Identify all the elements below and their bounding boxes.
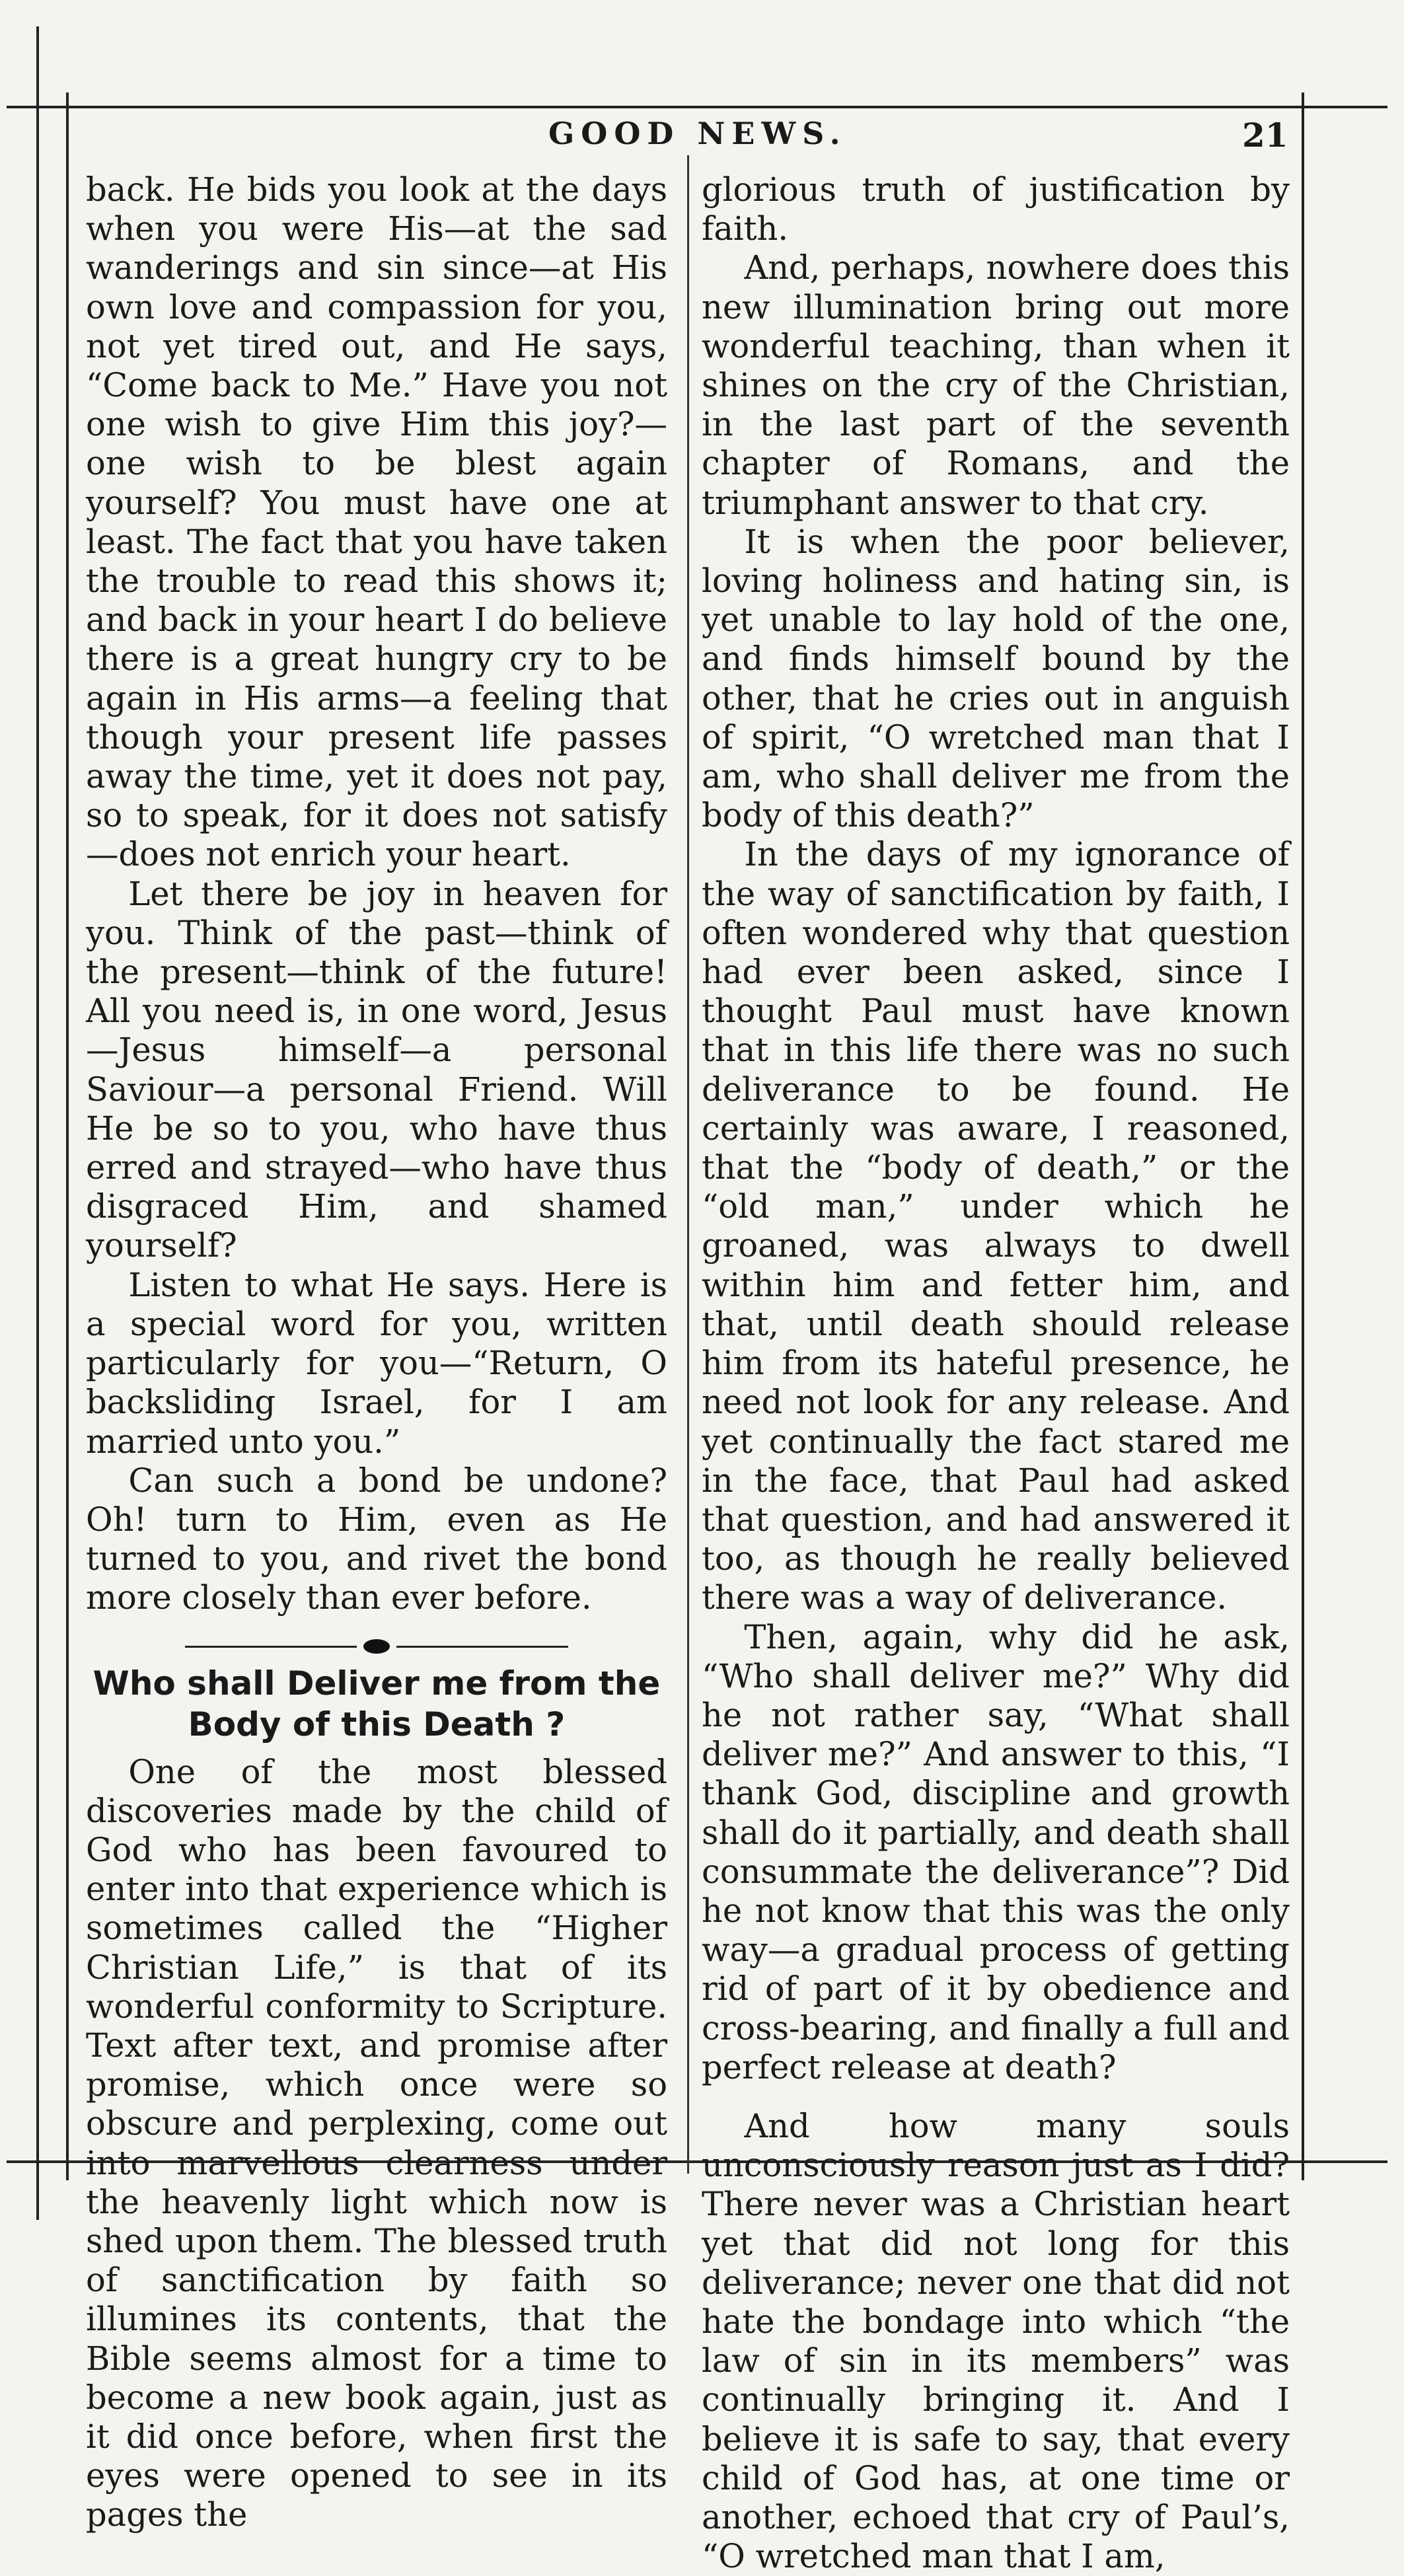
right-paragraph-3: It is when the poor believer, loving holiness and hating sin, is yet unable to lay hold of the one, and finds himself bound by the other, that he cries out in anguish of spirit, “O wretched man that I am, who shall deliver me from the body of this death?”: [702, 522, 1290, 835]
section-title: [86, 1663, 667, 1745]
ornament-center: [363, 1639, 390, 1654]
left-margin-rule: [36, 26, 39, 2220]
right-margin-rule: [1302, 92, 1304, 2180]
right-paragraph-5: Then, again, why did he ask, “Who shall deliver me?” Why did he not rather say, “What shall deliver me?” And answer to this, “I thank God, discipline and growth shall do it partially, and death shall consummate the deliverance”? Did he not know that this was the only way—a gradual process of getting rid of part of it by obedience and cross-bearing, and finally a full and perfect release at death?: [702, 1617, 1290, 2086]
right-paragraph-4: In the days of my ignorance of the way of sanctification by faith, I often wondered why that question had ever been asked, since I thought Paul must have known that in this life there was no such deliverance to be found. He certainly was aware, I reasoned, that the “body of death,” or the “old man,” under which he groaned, was always to dwell within him and fetter him, and that, until death should release him from its hateful presence, he need not look for any release. And yet continually the fact stared me in the face, that Paul had asked that question, and had answered it too, as though he really believed there was a way of deliverance.: [702, 835, 1290, 1617]
left-column: [86, 170, 667, 2535]
left-paragraph-5: One of the most blessed discoveries made by the child of God who has been favoured to enter into that experience which is sometimes called the “Higher Christian Life,” is that of its wonderful conformity to Scripture. Text after text, and promise after promise, which once were so obscure and perplexing, come out into marvellous clearness under the heavenly light which now is shed upon them. The blessed truth of sanctification by faith so illumines its contents, that the Bible seems almost for a time to become a new book again, just as it did once before, when first the eyes were opened to see in its pages the: [86, 1752, 667, 2534]
section-divider-ornament: [86, 1637, 667, 1656]
right-paragraph-6: And how many souls unconsciously reason just as I did? There never was a Christian heart yet that did not long for this deliverance; never one that did not hate the bondage into which “the law of sin in its members” was continually bringing it. And I believe it is safe to say, that every child of God has, at one time or another, echoed that cry of Paul’s, “O wretched man that I am,: [702, 2106, 1290, 2576]
page-number: 21: [1242, 116, 1288, 155]
left-paragraph-3: Listen to what He says. Here is a special word for you, written particularly for you—“Return, O backsliding Israel, for I am married unto you.”: [86, 1265, 667, 1461]
running-head: GOOD NEWS.: [548, 116, 847, 151]
right-column: [702, 170, 1290, 2576]
left-margin-rule-inner: [66, 92, 69, 2180]
ornament-line-left: [185, 1646, 357, 1648]
right-paragraph-1: glorious truth of justification by faith.: [702, 170, 1290, 248]
ornament-line-right: [396, 1646, 568, 1648]
top-rule: [7, 106, 1387, 108]
left-paragraph-1: back. He bids you look at the days when you were His—at the sad wanderings and sin since—at His own love and compassion for you, not yet tired out, and He says, “Come back to Me.” Have you not one wish to give Him this joy?—one wish to be blest again yourself? You must have one at least. The fact that you have taken the trouble to read this shows it; and back in your heart I do believe there is a great hungry cry to be again in His arms—a feeling that though your present life passes away the time, yet it does not pay, so to speak, for it does not satisfy—does not enrich your heart.: [86, 170, 667, 874]
column-divider: [687, 155, 689, 2174]
left-paragraph-2: Let there be joy in heaven for you. Think of the past—think of the present—think of the future! All you need is, in one word, Jesus—Jesus himself—a personal Saviour—a personal Friend. Will He be so to you, who have thus erred and strayed—who have thus disgraced Him, and shamed yourself?: [86, 874, 667, 1265]
left-paragraph-4: Can such a bond be undone? Oh! turn to Him, even as He turned to you, and rivet the bond more closely than ever before.: [86, 1461, 667, 1617]
section-title-line-2: Body of this Death ?: [188, 1705, 566, 1744]
right-paragraph-2: And, perhaps, nowhere does this new illumination bring out more wonderful teaching, than when it shines on the cry of the Christian, in the last part of the seventh chapter of Romans, and the triumphant answer to that cry.: [702, 248, 1290, 522]
section-title-line-1: Who shall Deliver me from the: [92, 1664, 661, 1703]
